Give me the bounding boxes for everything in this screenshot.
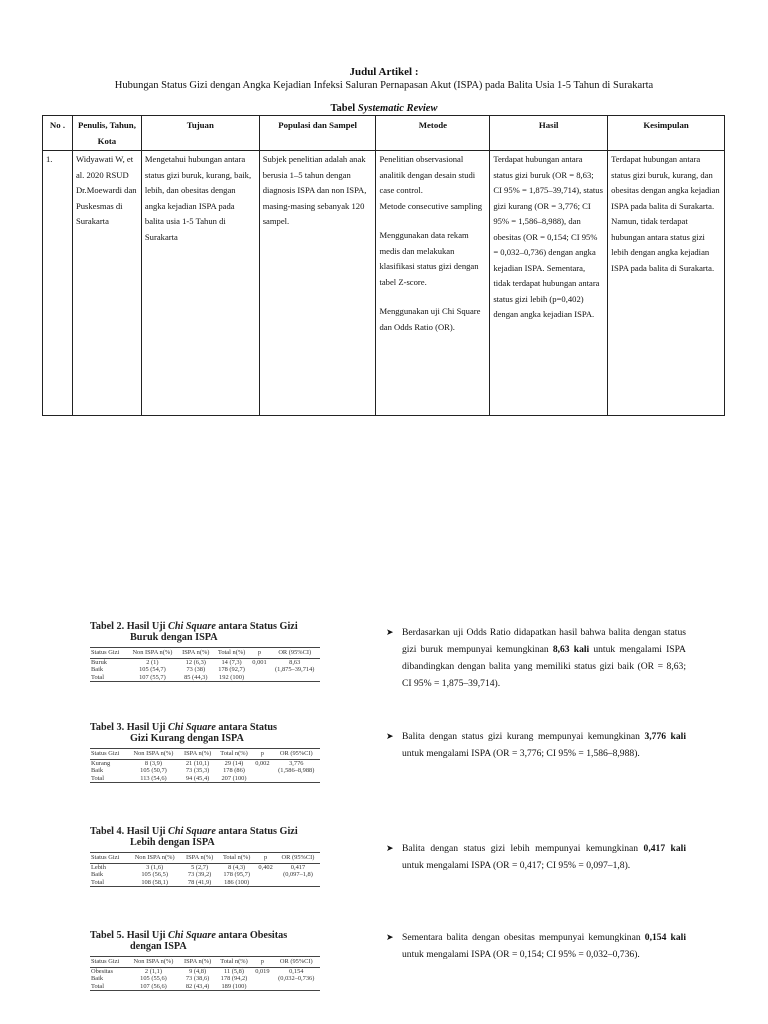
- arrow-bullet-icon: ➤: [386, 627, 394, 637]
- cell: 0,002: [255, 759, 270, 767]
- chi-square-table-4: [90, 826, 322, 887]
- table-row: [90, 767, 320, 775]
- table-3-caption: Tabel 3. Hasil Uji Chi Square antara Status Gizi Kurang dengan ISPA: [90, 722, 278, 744]
- cell: [276, 879, 320, 887]
- bullet-overweight: ➤ Balita dengan status gizi lebih mempunyai kemungkinan 0,417 kali untuk mengalami ISPA (OR = 0,417; CI 95% = 0,097–1,8).: [386, 840, 686, 874]
- cell: 0,019: [255, 967, 270, 975]
- col-total: Total n(%): [214, 648, 250, 659]
- cell: 0,402: [258, 863, 273, 871]
- header-method: Metode: [376, 116, 490, 151]
- cell-conclusion: Terdapat hubungan antara status gizi buruk, kurang, dan obesitas dengan angka kejadian ISPA pada balita di Surakarta. Namun, tidak terdapat hubungan antara status gizi lebih dengan angka kejadian ISPA pada balita di Surakarta.: [608, 151, 725, 416]
- cell: 189 (100): [216, 983, 252, 991]
- cell: [252, 983, 272, 991]
- bullet-undernourished: ➤ Balita dengan status gizi kurang mempunyai kemungkinan 3,776 kali untuk mengalami ISPA (OR = 3,776; CI 95% = 1,586–8,988).: [386, 728, 686, 762]
- cell: 11 (5,8): [223, 967, 244, 975]
- col-or: OR (95%CI): [273, 957, 320, 968]
- chi-square-table-2: [90, 621, 322, 682]
- cell: 2 (1): [146, 658, 159, 666]
- table-row: [90, 658, 320, 666]
- cell: 21 (10,1): [185, 759, 210, 767]
- cell: (0,097–1,8): [283, 871, 313, 879]
- col-ispa: ISPA n(%): [179, 749, 215, 760]
- cell: 113 (54,6): [127, 775, 179, 783]
- cell: Baik: [91, 666, 104, 674]
- col-p: p: [252, 749, 272, 760]
- cell: Lebih: [91, 863, 106, 871]
- header-author: Penulis, Tahun, Kota: [72, 116, 141, 151]
- cell: 178 (92,7): [218, 666, 245, 674]
- cell: 105 (56,5): [141, 871, 168, 879]
- cell: 9 (4,8): [189, 967, 207, 975]
- table-row: [43, 151, 725, 416]
- method-sampling: Metode consecutive sampling: [379, 200, 483, 211]
- cell-population: Subjek penelitian adalah anak berusia 1–5 tahun dengan diagnosis ISPA dan non ISPA, masing-masing sebanyak 120 sampel.: [259, 151, 376, 416]
- col-total: Total n(%): [216, 957, 252, 968]
- cell: 85 (44,3): [178, 674, 214, 682]
- cell: 14 (7,3): [221, 658, 242, 666]
- cell-method: [376, 151, 490, 416]
- cell: Obesitas: [91, 967, 114, 975]
- col-p: p: [250, 648, 270, 659]
- arrow-bullet-icon: ➤: [386, 932, 394, 942]
- cell: 105 (54,7): [139, 666, 166, 674]
- cell: 108 (58,1): [128, 879, 181, 887]
- review-table-caption: Tabel Systematic Review: [330, 103, 438, 114]
- col-status: Status Gizi: [90, 957, 127, 968]
- cell: Baik: [91, 871, 104, 879]
- col-or: OR (95%CI): [269, 648, 320, 659]
- cell: (1,586–8,988): [278, 767, 315, 775]
- header-result: Hasil: [490, 116, 608, 151]
- cell: 178 (86): [223, 767, 245, 775]
- cell: 0,154: [289, 967, 304, 975]
- table-row: [90, 759, 320, 767]
- cell: (0,032–0,736): [278, 975, 315, 983]
- cell: 5 (2,7): [191, 863, 209, 871]
- cell: Total: [90, 674, 127, 682]
- cell: 73 (38,6): [185, 975, 210, 983]
- cell: [252, 767, 272, 775]
- header-purpose: Tujuan: [141, 116, 259, 151]
- cell: [250, 674, 270, 682]
- table-row: [90, 775, 320, 783]
- cell: 186 (100): [218, 879, 255, 887]
- cell: [250, 666, 270, 674]
- cell: Baik: [91, 975, 104, 983]
- cell: 73 (39,2): [187, 871, 212, 879]
- cell: [252, 975, 272, 983]
- col-or: OR (95%CI): [276, 853, 320, 864]
- cell: 12 (6,3): [185, 658, 206, 666]
- table-4-caption: Tabel 4. Hasil Uji Chi Square antara Status Gizi Lebih dengan ISPA: [90, 826, 298, 848]
- cell-no: 1.: [43, 151, 73, 416]
- col-status: Status Gizi: [90, 648, 127, 659]
- col-non-ispa: Non ISPA n(%): [127, 957, 179, 968]
- article-title-label: Judul Artikel :: [349, 66, 419, 78]
- method-data: Menggunakan data rekam medis dan melakukan klasifikasi status gizi dengan tabel Z-score.: [379, 230, 479, 287]
- cell: [255, 879, 276, 887]
- col-ispa: ISPA n(%): [181, 853, 218, 864]
- cell: 178 (95,7): [223, 871, 250, 879]
- cell: 29 (14): [224, 759, 244, 767]
- method-design: Penelitian observasional analitik dengan desain studi case control.: [379, 154, 476, 195]
- col-total: Total n(%): [216, 749, 252, 760]
- arrow-bullet-icon: ➤: [386, 731, 394, 741]
- cell: Buruk: [91, 658, 107, 666]
- cell: Baik: [91, 767, 104, 775]
- systematic-review-table: [42, 115, 725, 416]
- cell: (1,875–39,714): [275, 666, 315, 674]
- cell: 3,776: [289, 759, 304, 767]
- cell: Total: [90, 983, 127, 991]
- col-p: p: [252, 957, 272, 968]
- cell: 105 (50,7): [140, 767, 167, 775]
- cell: 192 (100): [214, 674, 250, 682]
- cell: Total: [90, 879, 128, 887]
- cell: 8,63: [289, 658, 301, 666]
- table-5-caption: Tabel 5. Hasil Uji Chi Square antara Obesitas dengan ISPA: [90, 930, 288, 952]
- header-conclusion: Kesimpulan: [608, 116, 725, 151]
- col-ispa: ISPA n(%): [178, 648, 214, 659]
- bullet-underweight: ➤ Berdasarkan uji Odds Ratio didapatkan hasil bahwa balita dengan status gizi buruk mempunyai kemungkinan 8,63 kali untuk mengalami ISPA dibandingkan dengan balita yang memiliki status gizi baik (OR = 8,63; CI 95% = 1,875–39,714).: [386, 624, 686, 692]
- cell: 207 (100): [216, 775, 252, 783]
- method-analysis: Menggunakan uji Chi Square dan Odds Ratio (OR).: [379, 306, 481, 332]
- cell: 82 (43,4): [179, 983, 215, 991]
- col-non-ispa: Non ISPA n(%): [127, 648, 178, 659]
- cell: 94 (45,4): [179, 775, 215, 783]
- cell: Kurang: [91, 759, 111, 767]
- col-ispa: ISPA n(%): [179, 957, 215, 968]
- header-population: Populasi dan Sampel: [259, 116, 376, 151]
- col-status: Status Gizi: [90, 749, 127, 760]
- table-row: [90, 983, 320, 991]
- col-total: Total n(%): [218, 853, 255, 864]
- cell: 8 (3,9): [144, 759, 162, 767]
- cell: 105 (55,6): [140, 975, 167, 983]
- cell: 0,001: [252, 658, 267, 666]
- cell: [273, 775, 320, 783]
- cell: 2 (1,1): [144, 967, 162, 975]
- cell: 0,417: [290, 863, 306, 871]
- cell: [273, 983, 320, 991]
- table-2-caption: Tabel 2. Hasil Uji Chi Square antara Status Gizi Buruk dengan ISPA: [90, 621, 298, 643]
- col-status: Status Gizi: [90, 853, 128, 864]
- cell: 107 (55,7): [127, 674, 178, 682]
- chi-square-table-5: [90, 930, 322, 991]
- header-no: No .: [43, 116, 73, 151]
- arrow-bullet-icon: ➤: [386, 843, 394, 853]
- table-row: [90, 863, 320, 871]
- cell: 8 (4,3): [228, 863, 246, 871]
- cell-result: Terdapat hubungan antara status gizi buruk (OR = 8,63; CI 95% = 1,875–39,714), status gizi kurang (OR = 3,776; CI 95% = 1,586–8,988), dan obesitas (OR = 0,154; CI 95% = 0,032–0,736) dengan angka kejadian ISPA. Sementara, tidak terdapat hubungan antara status gizi lebih (p=0,402) dengan angka kejadian ISPA.: [490, 151, 608, 416]
- cell: Total: [90, 775, 127, 783]
- col-non-ispa: Non ISPA n(%): [128, 853, 181, 864]
- table-row: [90, 967, 320, 975]
- table-row: [90, 879, 320, 887]
- chi-square-table-3: [90, 722, 322, 783]
- cell: [255, 871, 276, 879]
- cell: 73 (38): [186, 666, 206, 674]
- col-or: OR (95%CI): [273, 749, 320, 760]
- col-p: p: [255, 853, 276, 864]
- cell: 3 (1,6): [146, 863, 164, 871]
- cell: 73 (35,3): [185, 767, 210, 775]
- article-title: Hubungan Status Gizi dengan Angka Kejadian Infeksi Saluran Pernapasan Akut (ISPA) pada Balita Usia 1-5 Tahun di Surakarta: [114, 80, 654, 91]
- bullet-obesity: ➤ Sementara balita dengan obesitas mempunyai kemungkinan 0,154 kali untuk mengalami ISPA (OR = 0,154; CI 95% = 0,032–0,736).: [386, 929, 686, 963]
- table-row: [90, 871, 320, 879]
- cell-author: Widyawati W, et al. 2020 RSUD Dr.Moewardi dan Puskesmas di Surakarta: [72, 151, 141, 416]
- table-row: [90, 674, 320, 682]
- cell: 78 (41,9): [181, 879, 218, 887]
- cell: 107 (56,6): [127, 983, 179, 991]
- cell: [269, 674, 320, 682]
- cell: [252, 775, 272, 783]
- col-non-ispa: Non ISPA n(%): [127, 749, 179, 760]
- table-row: [90, 666, 320, 674]
- cell: 178 (94,2): [220, 975, 248, 983]
- cell-purpose: Mengetahui hubungan antara status gizi buruk, kurang, baik, lebih, dan obesitas dengan angka kejadian ISPA pada balita usia 1-5 Tahun di Surakarta: [141, 151, 259, 416]
- table-row: [90, 975, 320, 983]
